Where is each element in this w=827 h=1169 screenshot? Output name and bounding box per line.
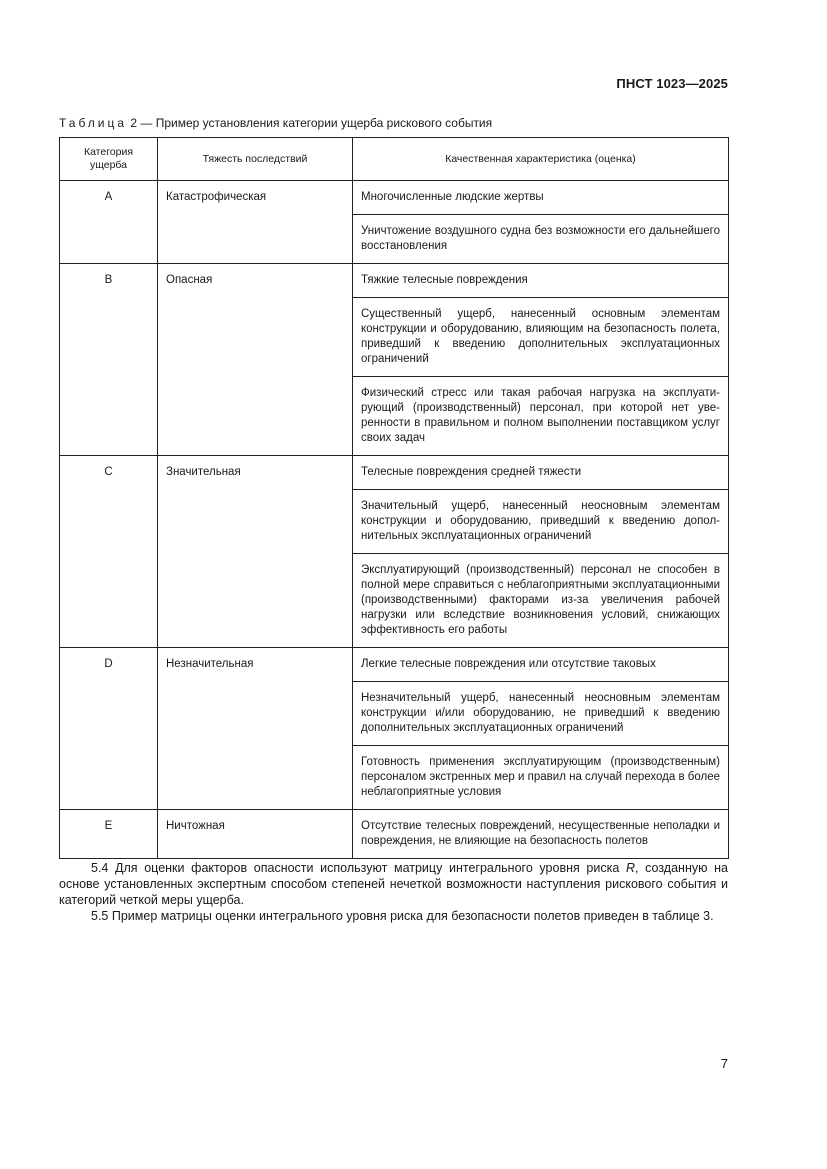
- category-cell: D: [60, 648, 158, 810]
- severity-cell: Незначительная: [158, 648, 353, 810]
- paragraph-5-5: 5.5 Пример матрицы оценки интегрального уровня риска для безопасности полетов приведен в таблице 3.: [91, 909, 714, 923]
- description-cell: Существенный ущерб, нанесенный основным элементам конструкции и оборудованию, влияющим на безопасность полета, приведший к введению дополнительных эксплуатационных ограничений: [353, 298, 729, 377]
- table-row: [60, 181, 729, 215]
- header-severity: Тяжесть последствий: [158, 138, 353, 181]
- page-number: 7: [720, 1056, 728, 1071]
- description-cell: Незначительный ущерб, нанесенный неосновным элементам конструкции и/или оборудованию, не приведший к введению дополнительных эксплуатационных ограничений: [353, 682, 729, 746]
- paragraph-5-4-start: 5.4 Для оценки факторов опасности используют матрицу интегрального уровня риска: [91, 861, 626, 875]
- description-cell: Легкие телесные повреждения или отсутствие таковых: [353, 648, 729, 682]
- severity-cell: Значительная: [158, 456, 353, 648]
- category-cell: A: [60, 181, 158, 264]
- category-cell: B: [60, 264, 158, 456]
- description-cell: Многочисленные людские жертвы: [353, 181, 729, 215]
- table-row: [60, 810, 729, 859]
- table-caption-label: Таблица: [59, 116, 128, 130]
- severity-cell: Опасная: [158, 264, 353, 456]
- table-caption: [59, 116, 492, 130]
- damage-category-table: [59, 137, 729, 859]
- table-row: [60, 456, 729, 490]
- description-cell: Готовность применения эксплуатирующим (производственным) персоналом экстренных мер и правил на случай перехода в более неблагоприятные условия: [353, 746, 729, 810]
- severity-cell: Ничтожная: [158, 810, 353, 859]
- description-cell: Эксплуатирующий (производственный) персонал не способен в полной мере справиться с неблагоприятными эксплуатационными (производственными) факторами из-за увеличения рабочей нагрузки или вследствие возникновения условий, снижающих эффективность его работы: [353, 554, 729, 648]
- description-cell: Значительный ущерб, нанесенный неосновным элементам конструкции и оборудованию, приведший к введению дополнительных эксплуатационных ограничений: [353, 490, 729, 554]
- description-cell: Телесные повреждения средней тяжести: [353, 456, 729, 490]
- description-cell: Уничтожение воздушного судна без возможности его дальнейшего восстановления: [353, 215, 729, 264]
- category-cell: C: [60, 456, 158, 648]
- severity-cell: Катастрофическая: [158, 181, 353, 264]
- description-cell: Тяжкие телесные повреждения: [353, 264, 729, 298]
- body-text: [59, 860, 728, 924]
- table-header-row: [60, 138, 729, 181]
- table-row: [60, 264, 729, 298]
- table-row: [60, 648, 729, 682]
- document-code: ПНСТ 1023—2025: [616, 76, 728, 91]
- table-caption-text: 2 — Пример установления категории ущерба рискового события: [127, 116, 493, 130]
- risk-variable: R: [625, 861, 635, 875]
- header-description: Качественная характеристика (оценка): [353, 138, 729, 181]
- description-cell: Отсутствие телесных повреждений, несущественные неполадки и повреждения, не влияющие на безопасность полетов: [353, 810, 729, 859]
- paragraph-5-4: [59, 860, 728, 908]
- description-cell: Физический стресс или такая рабочая нагрузка на эксплуатирующий (производственный) персонал, при которой нет уверенности в правильном и полном выполнении поставщиком услуг своих задач: [353, 377, 729, 456]
- header-category: Категория ущерба: [60, 138, 158, 181]
- paragraph-5-4-end: , созданную на основе установленных экспертным способом степеней нечеткой возможности наступления рискового события и категорий четкой меры ущерба.: [59, 861, 728, 907]
- category-cell: E: [60, 810, 158, 859]
